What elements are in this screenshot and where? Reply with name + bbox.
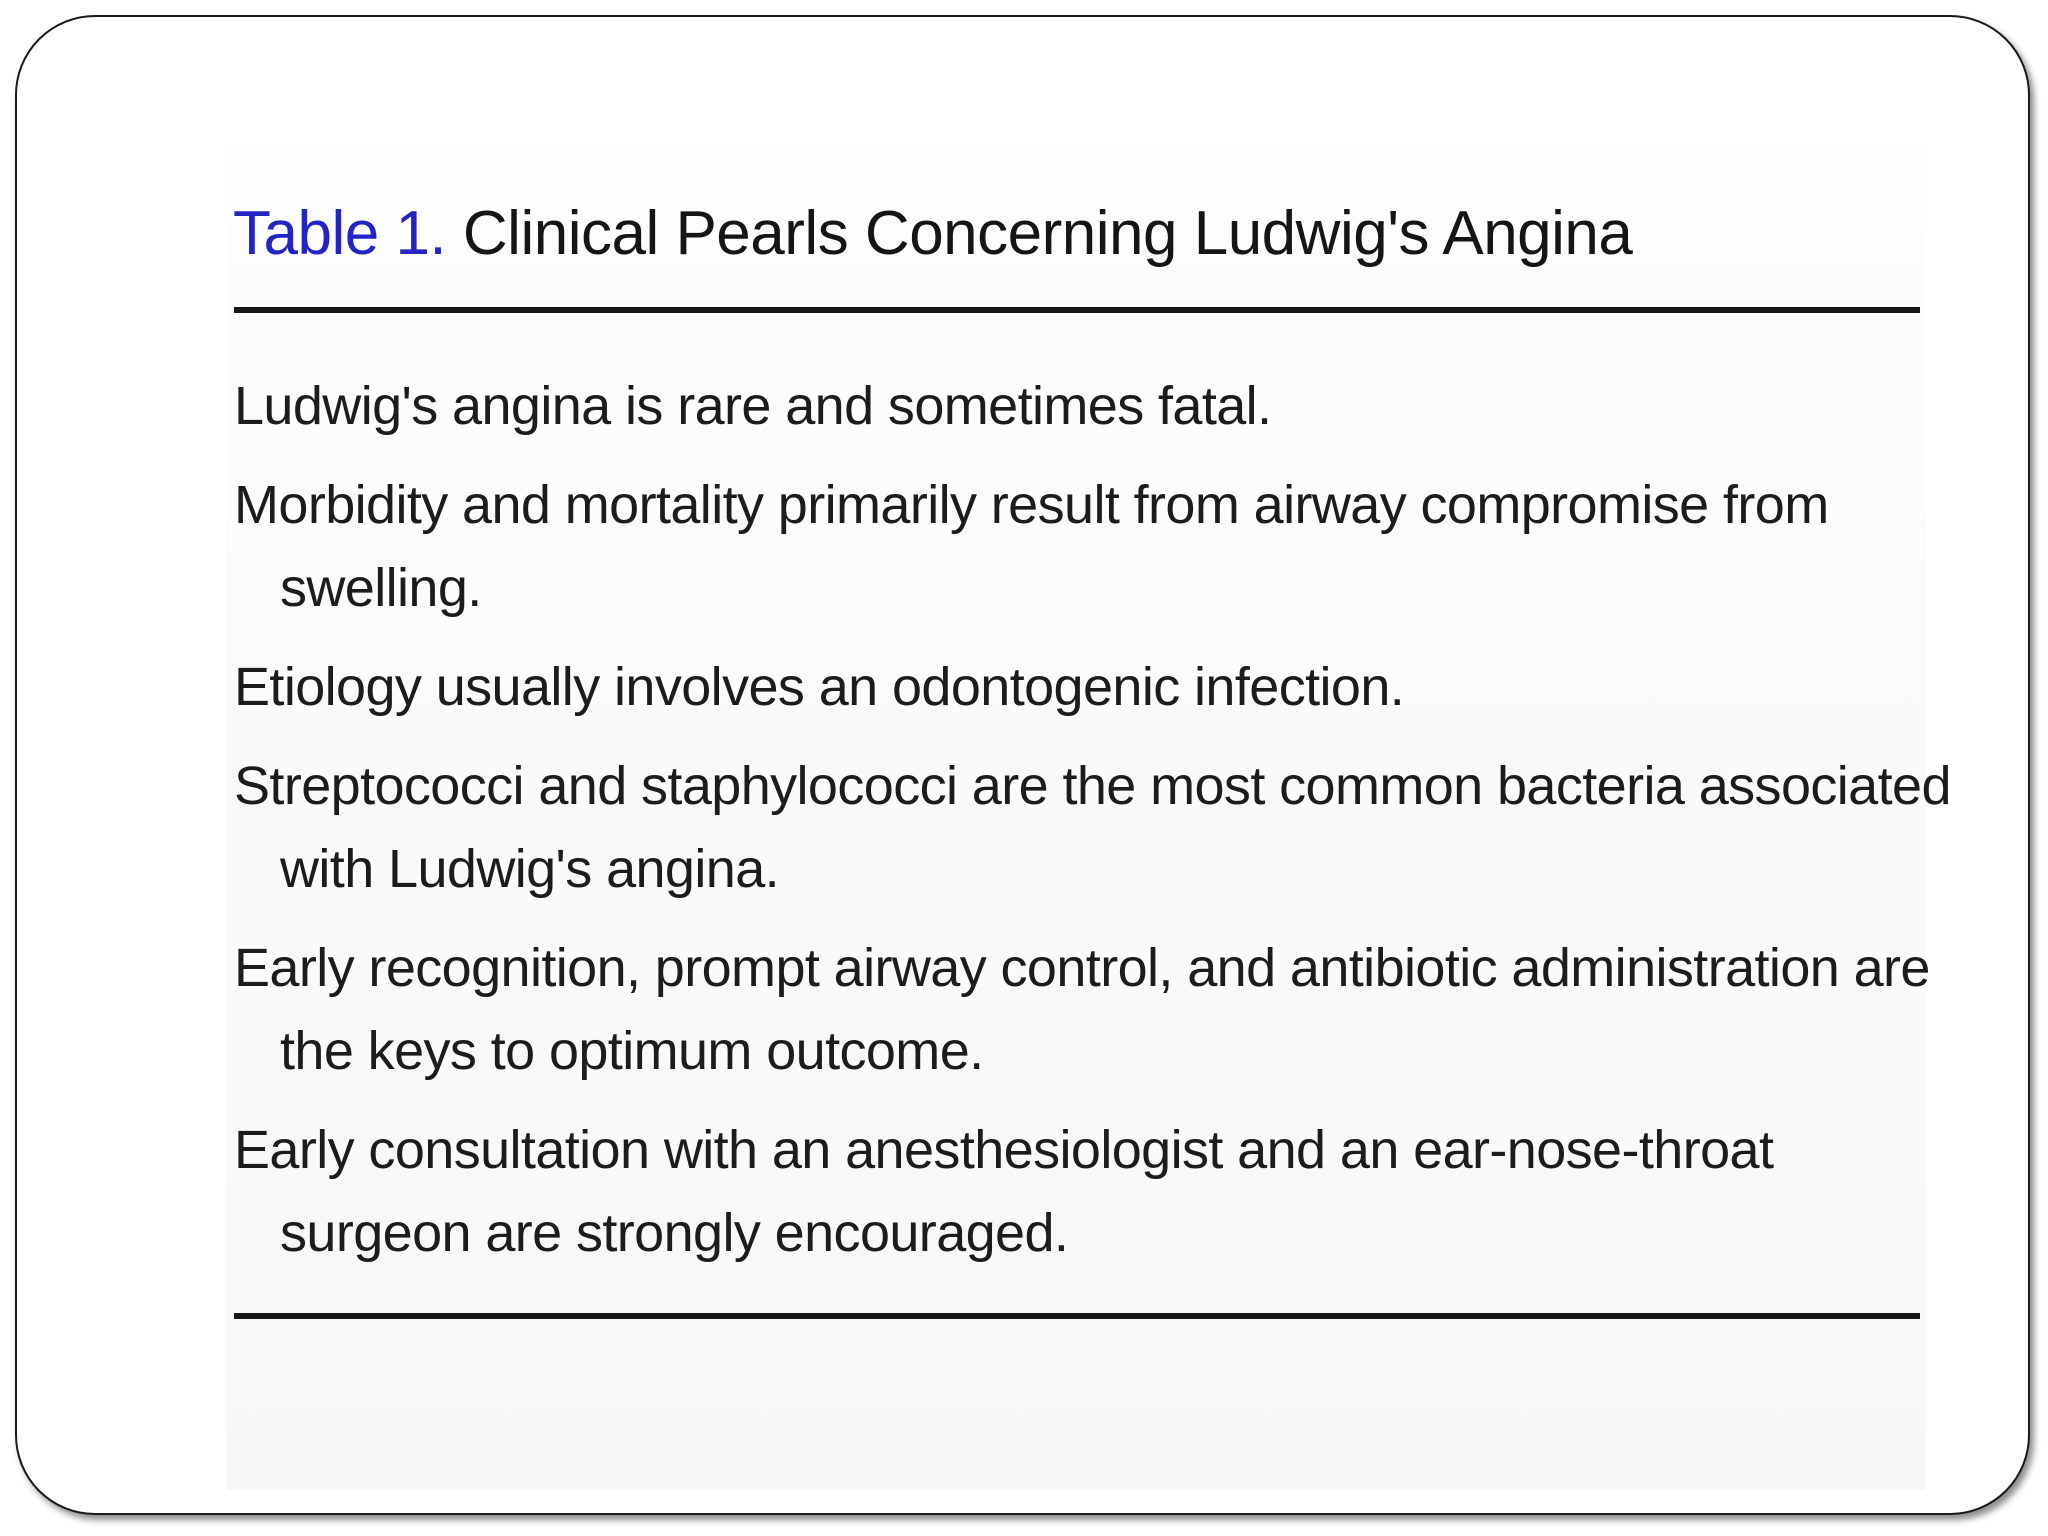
- pearl-item: Morbidity and mortality primarily result from airway compromise from swelling.: [234, 475, 1829, 618]
- pearl-item: Streptococci and staphylococci are the most common bacteria associated with Ludwig's angina.: [234, 756, 1951, 899]
- pearl-item: Ludwig's angina is rare and sometimes fatal.: [234, 376, 1272, 436]
- table-bottom-rule: [234, 1313, 1920, 1319]
- table-title-text: Clinical Pearls Concerning Ludwig's Angina: [462, 199, 1633, 268]
- table-title: [233, 198, 1632, 269]
- pearl-item: Early recognition, prompt airway control, and antibiotic administration are the keys to optimum outcome.: [234, 938, 1930, 1081]
- pearl-item: Etiology usually involves an odontogenic infection.: [234, 657, 1405, 717]
- table-number: Table 1.: [233, 199, 447, 268]
- pearls-list: [234, 365, 1970, 1291]
- table-top-rule: [234, 307, 1920, 313]
- clinical-pearls-table: [226, 150, 1951, 1490]
- pearl-item: Early consultation with an anesthesiologist and an ear-nose-throat surgeon are strongly encouraged.: [234, 1120, 1774, 1263]
